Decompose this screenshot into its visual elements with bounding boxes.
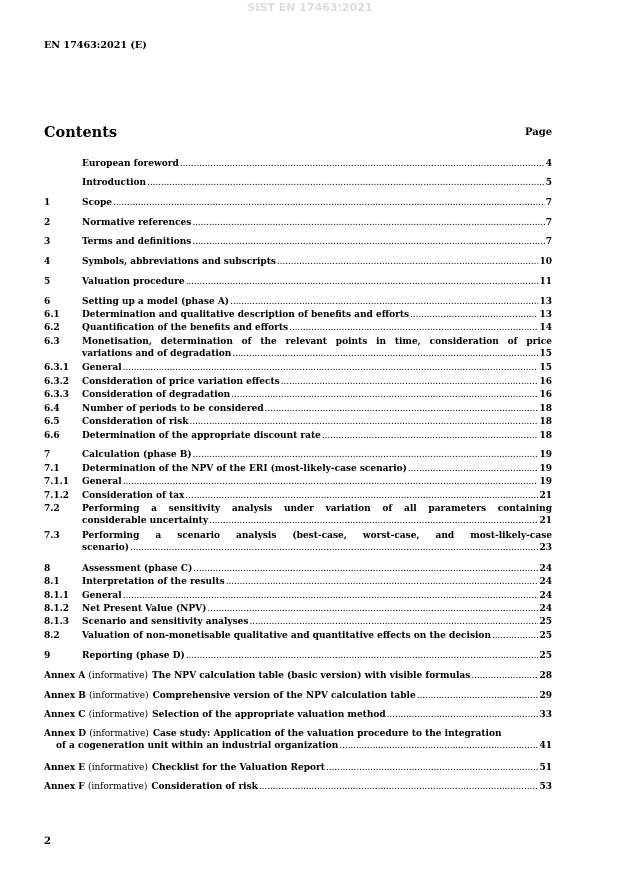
- dot-leader: [192, 236, 544, 248]
- toc-entry-title: The NPV calculation table (basic version) with visible formulas: [151, 671, 471, 681]
- dot-leader: [130, 542, 538, 554]
- toc-entry-title: Determination and qualitative description of benefits and efforts: [82, 310, 410, 320]
- toc-entry-title: Performing a sensitivity analysis under variation of all parameters containing: [82, 504, 552, 514]
- toc-entry-title: Valuation procedure: [82, 277, 185, 287]
- toc-page-number: 13: [539, 297, 552, 307]
- toc-entry-title: Case study: Application of the valuation procedure to the integration: [152, 729, 502, 739]
- toc-page-number: 53: [539, 782, 552, 792]
- toc-entry-number: 6.6: [44, 431, 60, 441]
- dot-leader: [185, 490, 538, 502]
- toc-entry-number: 6.3.2: [44, 377, 70, 387]
- dot-leader: [339, 740, 538, 752]
- toc-annex-entry[interactable]: [44, 709, 552, 721]
- toc-entry-number: 6.3.1: [44, 363, 70, 373]
- toc-entry[interactable]: [44, 403, 552, 415]
- toc-page-number: 4: [545, 159, 552, 169]
- toc-entry[interactable]: [44, 336, 552, 361]
- toc-entry-title-cont: of a cogeneration unit within an industrial organization: [56, 741, 339, 752]
- toc-page-number: 24: [539, 591, 552, 601]
- toc-entry[interactable]: [44, 276, 552, 288]
- dot-leader: [193, 563, 538, 575]
- toc-entry-number: 6: [44, 297, 51, 307]
- toc-entry[interactable]: [44, 449, 552, 461]
- dot-leader: [147, 177, 545, 189]
- toc-page-number: 25: [539, 617, 552, 627]
- toc-entry[interactable]: [44, 650, 552, 662]
- toc-entry-number: 6.1: [44, 310, 60, 320]
- toc-entry-title: Determination of the appropriate discount rate: [82, 431, 321, 441]
- annex-kind: (informative): [89, 691, 149, 701]
- toc-entry[interactable]: [44, 309, 552, 321]
- toc-entry-title: Consideration of risk: [151, 782, 258, 792]
- toc-page-number: 41: [539, 741, 552, 752]
- toc-entry-title: Introduction: [82, 178, 147, 188]
- toc-page-number: 13: [539, 310, 552, 320]
- toc-entry-number: 9: [44, 651, 51, 661]
- toc-page-number: 23: [539, 543, 552, 554]
- dot-leader: [231, 389, 538, 401]
- toc-entry-title: Scope: [82, 198, 113, 208]
- toc-annex-entry[interactable]: [44, 728, 552, 753]
- dot-leader: [192, 217, 544, 229]
- toc-entry-number: 5: [44, 277, 51, 287]
- dot-leader: [113, 197, 545, 209]
- toc-page-number: 15: [539, 363, 552, 373]
- toc-entry[interactable]: [44, 197, 552, 209]
- toc-entry-title: Symbols, abbreviations and subscripts: [82, 257, 276, 267]
- toc-entry-number: 8.2: [44, 631, 60, 641]
- toc-entry[interactable]: [44, 362, 552, 374]
- toc-entry-title: Monetisation, determination of the relevant points in time, consideration of price: [82, 337, 552, 347]
- page-number: 2: [44, 836, 51, 847]
- toc-entry-title-cont: variations and of degradation: [82, 349, 232, 360]
- toc-page-number: 18: [539, 404, 552, 414]
- dot-leader: [186, 276, 539, 288]
- watermark: SIST EN 17463:2021: [247, 1, 373, 14]
- toc-entry-title: European foreword: [82, 159, 179, 169]
- toc-entry[interactable]: [44, 376, 552, 388]
- annex-label: Annex B: [44, 691, 86, 701]
- dot-leader: [281, 376, 539, 388]
- toc-entry-number: 1: [44, 198, 51, 208]
- toc-entry-number: 6.3.3: [44, 390, 70, 400]
- toc-entry[interactable]: [44, 476, 552, 488]
- toc-entry-title: Consideration of risk: [82, 417, 189, 427]
- toc-entry-number: 7.1.2: [44, 491, 70, 501]
- toc-entry-number: 6.2: [44, 323, 60, 333]
- dot-leader: [265, 403, 539, 415]
- toc-entry[interactable]: [44, 217, 552, 229]
- toc-entry-number: 6.3: [44, 337, 60, 347]
- toc-page-number: 21: [539, 516, 552, 527]
- toc-page-number: 19: [539, 477, 552, 487]
- toc-entry-title: Comprehensive version of the NPV calculation table: [152, 691, 416, 701]
- annex-label: Annex F: [44, 782, 85, 792]
- toc-annex-entry[interactable]: [44, 781, 552, 793]
- toc-page-number: 24: [539, 564, 552, 574]
- toc-entry-number: 2: [44, 218, 51, 228]
- dot-leader: [232, 348, 538, 360]
- toc-annex-entry[interactable]: [44, 690, 552, 702]
- toc-entry[interactable]: [44, 503, 552, 528]
- annex-kind: (informative): [88, 710, 149, 720]
- toc-entry[interactable]: [44, 389, 552, 401]
- toc-page-number: 7: [545, 237, 552, 247]
- toc-entry[interactable]: [44, 616, 552, 628]
- toc-entry-title: Calculation (phase B): [82, 450, 192, 460]
- toc-page-number: 18: [539, 431, 552, 441]
- toc-entry[interactable]: [44, 296, 552, 308]
- dot-leader: [471, 670, 538, 682]
- toc-entry[interactable]: [44, 416, 552, 428]
- dot-leader: [123, 476, 539, 488]
- toc-entry-title: Reporting (phase D): [82, 651, 185, 661]
- annex-kind: (informative): [88, 671, 148, 681]
- toc-entry-title: Performing a scenario analysis (best-case, worst-case, and most-likely-case: [82, 531, 552, 541]
- toc-page-number: 7: [545, 218, 552, 228]
- toc-entry[interactable]: [44, 322, 552, 334]
- toc-entry-number: 8.1.2: [44, 604, 70, 614]
- toc-entry-title: Consideration of tax: [82, 491, 185, 501]
- toc-page-number: 24: [539, 577, 552, 587]
- annex-kind: (informative): [88, 763, 148, 773]
- toc-entry-title: Net Present Value (NPV): [82, 604, 207, 614]
- annex-label: Annex A: [44, 671, 86, 681]
- dot-leader: [249, 616, 538, 628]
- toc-entry-number: 6.4: [44, 404, 60, 414]
- toc-entry-number: 7: [44, 450, 51, 460]
- toc-annex-entry[interactable]: [44, 670, 552, 682]
- toc-page-number: 15: [539, 349, 552, 360]
- toc-entry-title: General: [82, 591, 122, 601]
- toc-entry-title: Determination of the NPV of the ERI (most-likely-case scenario): [82, 464, 407, 474]
- toc-entry-title-cont: considerable uncertainty: [82, 516, 209, 527]
- toc-page-number: 19: [539, 450, 552, 460]
- toc-entry-title: Quantification of the benefits and efforts: [82, 323, 289, 333]
- toc-entry[interactable]: [44, 463, 552, 475]
- dot-leader: [322, 430, 539, 442]
- toc-page-number: 11: [539, 277, 552, 287]
- toc-page-number: 16: [539, 390, 552, 400]
- toc-page-number: 24: [539, 604, 552, 614]
- toc-entry-number: 8.1.3: [44, 617, 70, 627]
- dot-leader: [193, 449, 539, 461]
- dot-leader: [226, 576, 539, 588]
- dot-leader: [387, 709, 539, 721]
- toc-entry-title: General: [82, 477, 122, 487]
- toc-entry[interactable]: [44, 630, 552, 642]
- dot-leader: [180, 158, 545, 170]
- toc-entry-title: Checklist for the Valuation Report: [151, 763, 325, 773]
- toc-entry-title: Selection of the appropriate valuation method: [152, 710, 386, 720]
- toc-entry[interactable]: [44, 177, 552, 189]
- toc-entry-number: 3: [44, 237, 51, 247]
- toc-entry-title: Interpretation of the results: [82, 577, 225, 587]
- toc-entry-number: 6.5: [44, 417, 60, 427]
- dot-leader: [186, 650, 539, 662]
- toc-entry[interactable]: [44, 430, 552, 442]
- toc-page-number: 33: [539, 710, 552, 720]
- annex-kind: (informative): [89, 729, 149, 739]
- toc-entry[interactable]: [44, 236, 552, 248]
- dot-leader: [207, 603, 538, 615]
- toc-entry[interactable]: [44, 256, 552, 268]
- toc-entry[interactable]: [44, 576, 552, 588]
- toc-page-number: 25: [539, 651, 552, 661]
- toc-entry-number: 4: [44, 257, 51, 267]
- toc-entry-title: Valuation of non-monetisable qualitative and quantitative effects on the decision: [82, 631, 491, 641]
- dot-leader: [277, 256, 539, 268]
- toc-page-number: 25: [539, 631, 552, 641]
- dot-leader: [492, 630, 538, 642]
- annex-label: Annex C: [44, 710, 86, 720]
- toc-page-number: 16: [539, 377, 552, 387]
- dot-leader: [230, 296, 538, 308]
- dot-leader: [123, 362, 539, 374]
- dot-leader: [417, 690, 539, 702]
- dot-leader: [410, 309, 538, 321]
- toc-entry[interactable]: [44, 603, 552, 615]
- toc-entry-number: 8.1.1: [44, 591, 70, 601]
- toc-entry-title: General: [82, 363, 122, 373]
- toc-entry[interactable]: [44, 590, 552, 602]
- toc-page-number: 5: [545, 178, 552, 188]
- toc-page-number: 14: [539, 323, 552, 333]
- toc-entry[interactable]: [44, 158, 552, 170]
- dot-leader: [326, 762, 539, 774]
- toc-entry-title: Consideration of price variation effects: [82, 377, 280, 387]
- annex-label: Annex D: [44, 729, 87, 739]
- toc-page-number: 29: [539, 691, 552, 701]
- toc-entry[interactable]: [44, 563, 552, 575]
- dot-leader: [209, 515, 538, 527]
- toc-entry-number: 8: [44, 564, 51, 574]
- toc-page-number: 51: [539, 763, 552, 773]
- dot-leader: [408, 463, 539, 475]
- toc-page-number: 10: [539, 257, 552, 267]
- toc-annex-entry[interactable]: [44, 762, 552, 774]
- toc-entry-title: Assessment (phase C): [82, 564, 193, 574]
- contents-title: Contents: [44, 124, 118, 141]
- dot-leader: [190, 416, 539, 428]
- toc-entry-title: Normative references: [82, 218, 192, 228]
- toc-entry-number: 7.2: [44, 504, 60, 514]
- toc-entry-title: Consideration of degradation: [82, 390, 231, 400]
- annex-kind: (informative): [87, 782, 148, 792]
- toc-entry-title: Terms and definitions: [82, 237, 192, 247]
- toc-entry-title: Setting up a model (phase A): [82, 297, 230, 307]
- toc-entry-title-cont: scenario): [82, 543, 130, 554]
- toc-page-number: 19: [539, 464, 552, 474]
- toc-entry[interactable]: [44, 530, 552, 555]
- toc-page-number: 21: [539, 491, 552, 501]
- toc-entry-title: Scenario and sensitivity analyses: [82, 617, 249, 627]
- document-id: EN 17463:2021 (E): [44, 40, 147, 51]
- annex-label: Annex E: [44, 763, 86, 773]
- toc-page-number: 18: [539, 417, 552, 427]
- dot-leader: [289, 322, 538, 334]
- page-column-label: Page: [525, 127, 553, 138]
- dot-leader: [259, 781, 539, 793]
- toc-entry-number: 8.1: [44, 577, 60, 587]
- dot-leader: [123, 590, 539, 602]
- toc-entry-number: 7.1.1: [44, 477, 70, 487]
- toc-entry-number: 7.1: [44, 464, 60, 474]
- toc-page-number: 28: [539, 671, 552, 681]
- toc-entry-title: Number of periods to be considered: [82, 404, 264, 414]
- toc-page-number: 7: [545, 198, 552, 208]
- toc-entry[interactable]: [44, 490, 552, 502]
- toc-entry-number: 7.3: [44, 531, 60, 541]
